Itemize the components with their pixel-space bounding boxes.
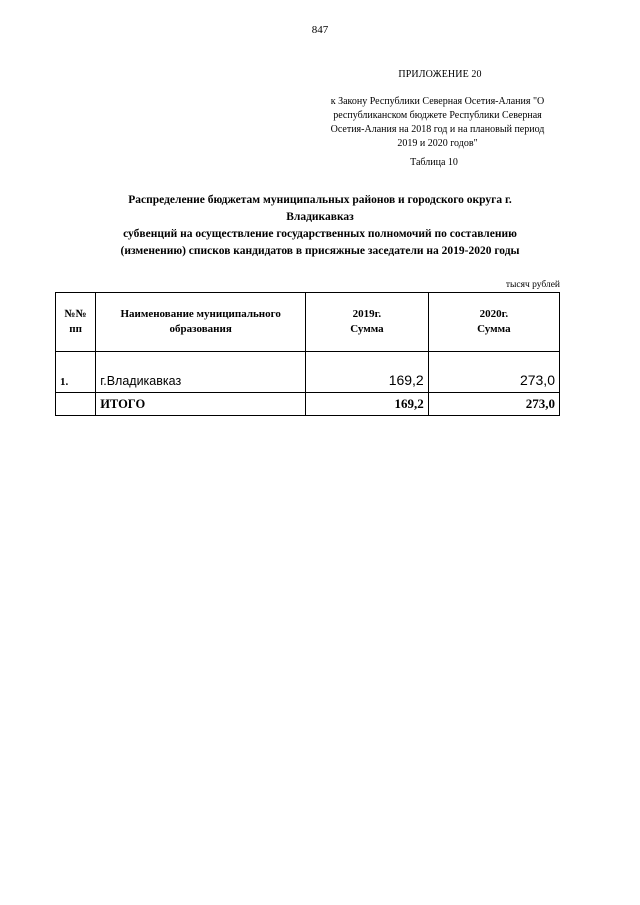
- table-row: [56, 352, 560, 393]
- header-2019-line1: 2019г.: [352, 308, 382, 320]
- law-reference-line: к Закону Республики Северная Осетия-Алания "О: [330, 96, 545, 107]
- total-number: [56, 393, 96, 416]
- header-2019: [306, 293, 429, 352]
- heading-line: Распределение бюджетам муниципальных районов и городского округа г.: [128, 194, 512, 206]
- header-number: [56, 293, 96, 352]
- law-reference-line: Осетия-Алания на 2018 год и на плановый период: [330, 124, 545, 135]
- heading-line: субвенций на осуществление государственных полномочий по составлению: [123, 228, 517, 240]
- total-label: ИТОГО: [96, 393, 306, 416]
- appendix-title: ПРИЛОЖЕНИЕ 20: [398, 69, 482, 80]
- header-name-line2: образования: [169, 323, 232, 335]
- total-amount-2019: 169,2: [306, 393, 429, 416]
- header-number-line1: №№: [64, 308, 87, 320]
- header-2019-line2: Сумма: [350, 323, 384, 335]
- row-number: 1.: [56, 352, 96, 393]
- table-header-row: [56, 293, 560, 352]
- header-2020-line1: 2020г.: [479, 308, 509, 320]
- heading-line: (изменению) списков кандидатов в присяжные заседатели на 2019-2020 годы: [120, 245, 520, 257]
- law-reference-line: республиканском бюджете Республики Северная: [333, 110, 542, 121]
- law-reference-line: 2019 и 2020 годов": [397, 138, 478, 149]
- row-amount-2019: 169,2: [306, 352, 429, 393]
- law-reference: [300, 95, 575, 151]
- header-number-line2: пп: [69, 323, 82, 335]
- page-number: 847: [311, 24, 329, 36]
- total-row: [56, 393, 560, 416]
- budget-table: [55, 292, 560, 416]
- row-amount-2020: 273,0: [428, 352, 559, 393]
- header-name: [96, 293, 306, 352]
- header-name-line1: Наименование муниципального: [120, 308, 281, 320]
- header-2020: [428, 293, 559, 352]
- units-note: тысяч рублей: [505, 280, 560, 290]
- document-heading: [60, 192, 580, 260]
- heading-line: Владикавказ: [286, 211, 354, 223]
- total-amount-2020: 273,0: [428, 393, 559, 416]
- table-label: Таблица 10: [410, 157, 458, 168]
- header-2020-line2: Сумма: [477, 323, 511, 335]
- row-name: г.Владикавказ: [96, 352, 306, 393]
